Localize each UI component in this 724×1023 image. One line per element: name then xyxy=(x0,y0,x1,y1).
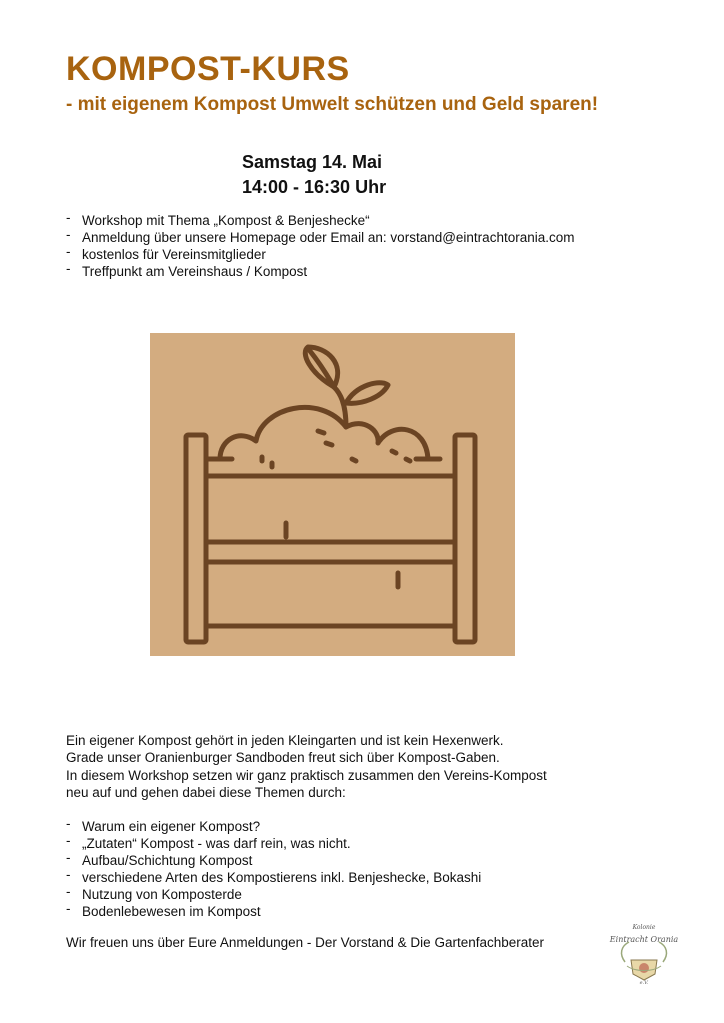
bullet-dash: - xyxy=(66,850,71,865)
event-time: 14:00 - 16:30 Uhr xyxy=(242,177,387,197)
list-item: - „Zutaten“ Kompost - was darf rein, was nicht. xyxy=(66,833,351,851)
compost-illustration xyxy=(150,333,515,656)
closing-line: Wir freuen uns über Eure Anmeldungen - Der Vorstand & Die Gartenfachberater xyxy=(66,935,545,950)
bullet-dash: - xyxy=(66,833,71,848)
list-item: - verschiedene Arten des Kompostierens inkl. Benjeshecke, Bokashi xyxy=(66,867,482,885)
bullet-dash: - xyxy=(66,884,71,899)
club-emblem-icon xyxy=(605,922,683,988)
page-title: KOMPOST-KURS xyxy=(66,50,350,88)
bullet-dash: - xyxy=(66,227,71,242)
bullet-dash: - xyxy=(66,244,71,259)
bullet-dash: - xyxy=(66,261,71,276)
compost-bin-icon xyxy=(150,333,515,656)
topics-list xyxy=(66,818,481,920)
bullet-dash: - xyxy=(66,816,71,831)
logo-bottom-text: e.V. xyxy=(639,980,649,986)
logo-main-text: Eintracht Orania xyxy=(609,935,679,944)
list-item: - Aufbau/Schichtung Kompost xyxy=(66,850,253,868)
details-list xyxy=(66,212,574,280)
event-date: Samstag 14. Mai xyxy=(242,152,383,172)
intro-paragraph: Ein eigener Kompost gehört in jeden Kleingarten und ist kein Hexenwerk. Grade unser Oranienburger Sandboden freut sich über Kompost-Gaben. In diesem Workshop setzen wir ganz praktisch zusammen den Vereins-Kompost neu auf und gehen dabei diese Themen durch: xyxy=(66,733,547,800)
bullet-dash: - xyxy=(66,210,71,225)
list-item: - Anmeldung über unsere Homepage oder Email an: vorstand@eintrachtorania.com xyxy=(66,227,575,245)
list-item: - Bodenlebewesen im Kompost xyxy=(66,901,261,919)
list-item: - kostenlos für Vereinsmitglieder xyxy=(66,244,266,262)
list-item: - Nutzung von Komposterde xyxy=(66,884,242,902)
bullet-dash: - xyxy=(66,901,71,916)
club-logo xyxy=(605,922,683,988)
bullet-dash: - xyxy=(66,867,71,882)
list-item: - Treffpunkt am Vereinshaus / Kompost xyxy=(66,261,308,279)
event-datetime xyxy=(242,150,386,200)
list-item: - Workshop mit Thema „Kompost & Benjeshecke“ xyxy=(66,210,370,228)
page-subtitle: - mit eigenem Kompost Umwelt schützen und Geld sparen! xyxy=(66,94,599,115)
list-item: - Warum ein eigener Kompost? xyxy=(66,816,261,834)
logo-top-text: Kolonie xyxy=(632,924,656,931)
